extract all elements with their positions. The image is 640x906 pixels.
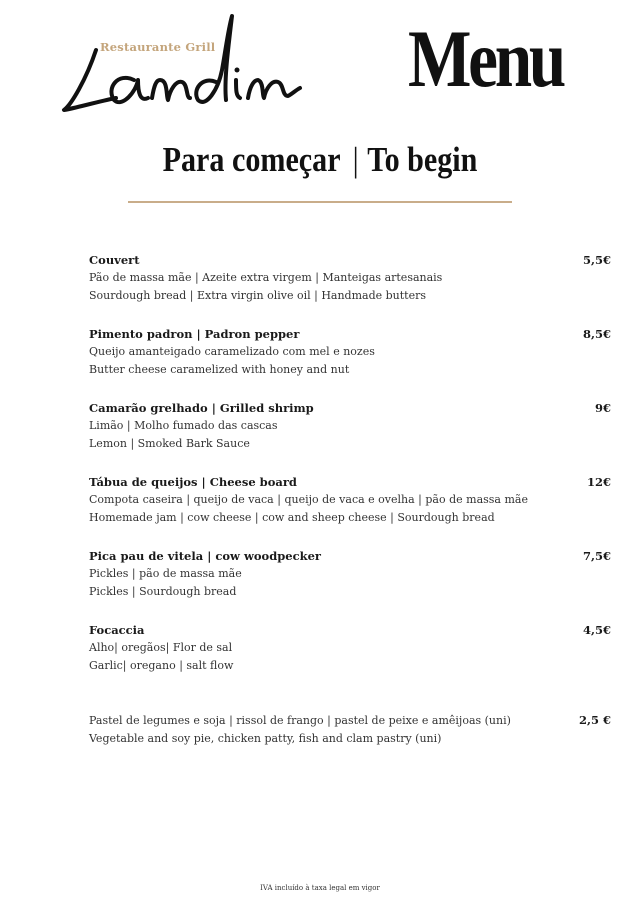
- item-price: 4,5€: [582, 623, 611, 637]
- brand-script-logo: [56, 10, 306, 130]
- menu-item: [89, 621, 611, 675]
- item-desc-pt: Queijo amanteigado caramelizado com mel e nozes: [89, 345, 375, 358]
- item-desc-en: Vegetable and soy pie, chicken patty, fish and clam pastry (uni): [89, 732, 442, 745]
- section-separator: |: [352, 140, 359, 179]
- item-desc-en: Garlic| oregano | salt flow: [89, 659, 234, 672]
- menu-item: [89, 325, 611, 379]
- item-price: 12€: [586, 475, 611, 489]
- item-desc-pt: Pastel de legumes e soja | rissol de frango | pastel de peixe e amêijoas (uni): [89, 714, 511, 727]
- brand-subtitle: Restaurante Grill: [100, 40, 216, 54]
- item-name: Couvert: [89, 253, 140, 267]
- item-price: 5,5€: [582, 253, 611, 267]
- item-desc-pt: Limão | Molho fumado das cascas: [89, 419, 278, 432]
- section-heading: [45, 140, 595, 180]
- item-desc-en: Homemade jam | cow cheese | cow and sheep cheese | Sourdough bread: [89, 511, 495, 524]
- item-name: Pica pau de vitela | cow woodpecker: [89, 549, 321, 563]
- item-desc-en: Pickles | Sourdough bread: [89, 585, 237, 598]
- menu-title: Menu: [408, 13, 563, 104]
- item-desc-pt: Pão de massa mãe | Azeite extra virgem | Manteigas artesanais: [89, 271, 443, 284]
- item-desc-en: Lemon | Smoked Bark Sauce: [89, 437, 250, 450]
- item-desc-pt: Pickles | pão de massa mãe: [89, 567, 242, 580]
- menu-item: [89, 399, 611, 453]
- item-price: 8,5€: [582, 327, 611, 341]
- item-name: Pimento padron | Padron pepper: [89, 327, 300, 341]
- item-name: Camarão grelhado | Grilled shrimp: [89, 401, 314, 415]
- menu-item: [89, 547, 611, 601]
- item-name: Focaccia: [89, 623, 145, 637]
- section-title-en: To begin: [367, 140, 478, 179]
- menu-item-pastry: [89, 711, 611, 748]
- tax-note: IVA incluído à taxa legal em vigor: [260, 884, 380, 892]
- item-desc-en: Butter cheese caramelized with honey and nut: [89, 363, 350, 376]
- item-name: Tábua de queijos | Cheese board: [89, 475, 297, 489]
- section-divider: [128, 201, 512, 203]
- menu-item: [89, 473, 611, 527]
- item-price: 9€: [594, 401, 611, 415]
- section-title-pt: Para começar: [162, 140, 341, 179]
- item-price: 2,5 €: [578, 713, 611, 727]
- item-desc-pt: Compota caseira | queijo de vaca | queijo de vaca e ovelha | pão de massa mãe: [89, 493, 528, 506]
- item-desc-pt: Alho| oregãos| Flor de sal: [89, 641, 233, 654]
- menu-item: [89, 251, 611, 305]
- menu-items: [89, 251, 611, 768]
- item-desc-en: Sourdough bread | Extra virgin olive oil | Handmade butters: [89, 289, 427, 302]
- item-price: 7,5€: [582, 549, 611, 563]
